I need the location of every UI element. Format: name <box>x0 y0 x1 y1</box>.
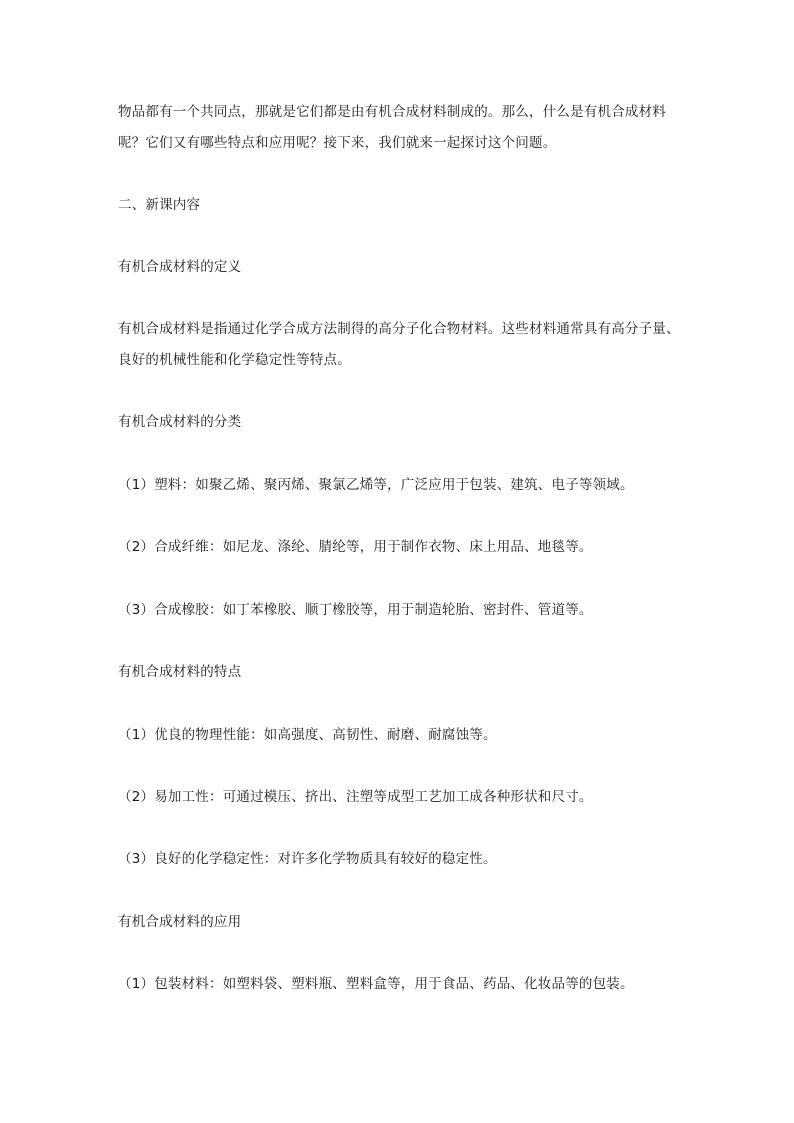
properties-heading: 有机合成材料的特点 <box>118 664 242 680</box>
properties-item-processing: （2）易加工性：可通过模压、挤出、注塑等成型工艺加工成各种形状和尺寸。 <box>118 789 593 805</box>
applications-item-packaging: （1）包装材料：如塑料袋、塑料瓶、塑料盒等，用于食品、药品、化妆品等的包装。 <box>118 976 634 992</box>
properties-item-physical: （1）优良的物理性能：如高强度、高韧性、耐磨、耐腐蚀等。 <box>118 727 497 743</box>
definition-paragraph-line-2: 良好的机械性能和化学稳定性等特点。 <box>118 352 351 368</box>
intro-paragraph-line-2: 呢？它们又有哪些特点和应用呢？接下来，我们就来一起探讨这个问题。 <box>118 135 557 151</box>
applications-heading: 有机合成材料的应用 <box>118 914 242 930</box>
classification-item-plastics: （1）塑料：如聚乙烯、聚丙烯、聚氯乙烯等，广泛应用于包装、建筑、电子等领域。 <box>118 477 634 493</box>
definition-heading: 有机合成材料的定义 <box>118 259 242 275</box>
classification-item-fibers: （2）合成纤维：如尼龙、涤纶、腈纶等，用于制作衣物、床上用品、地毯等。 <box>118 539 593 555</box>
section-heading: 二、新课内容 <box>118 197 201 213</box>
intro-paragraph-line-1: 物品都有一个共同点，那就是它们都是由有机合成材料制成的。那么，什么是有机合成材料 <box>118 104 666 120</box>
definition-paragraph-line-1: 有机合成材料是指通过化学合成方法制得的高分子化合物材料。这些材料通常具有高分子量、 <box>118 321 680 337</box>
properties-item-chemical: （3）良好的化学稳定性：对许多化学物质具有较好的稳定性。 <box>118 851 497 867</box>
classification-item-rubber: （3）合成橡胶：如丁苯橡胶、顺丁橡胶等，用于制造轮胎、密封件、管道等。 <box>118 602 593 618</box>
classification-heading: 有机合成材料的分类 <box>118 414 242 430</box>
